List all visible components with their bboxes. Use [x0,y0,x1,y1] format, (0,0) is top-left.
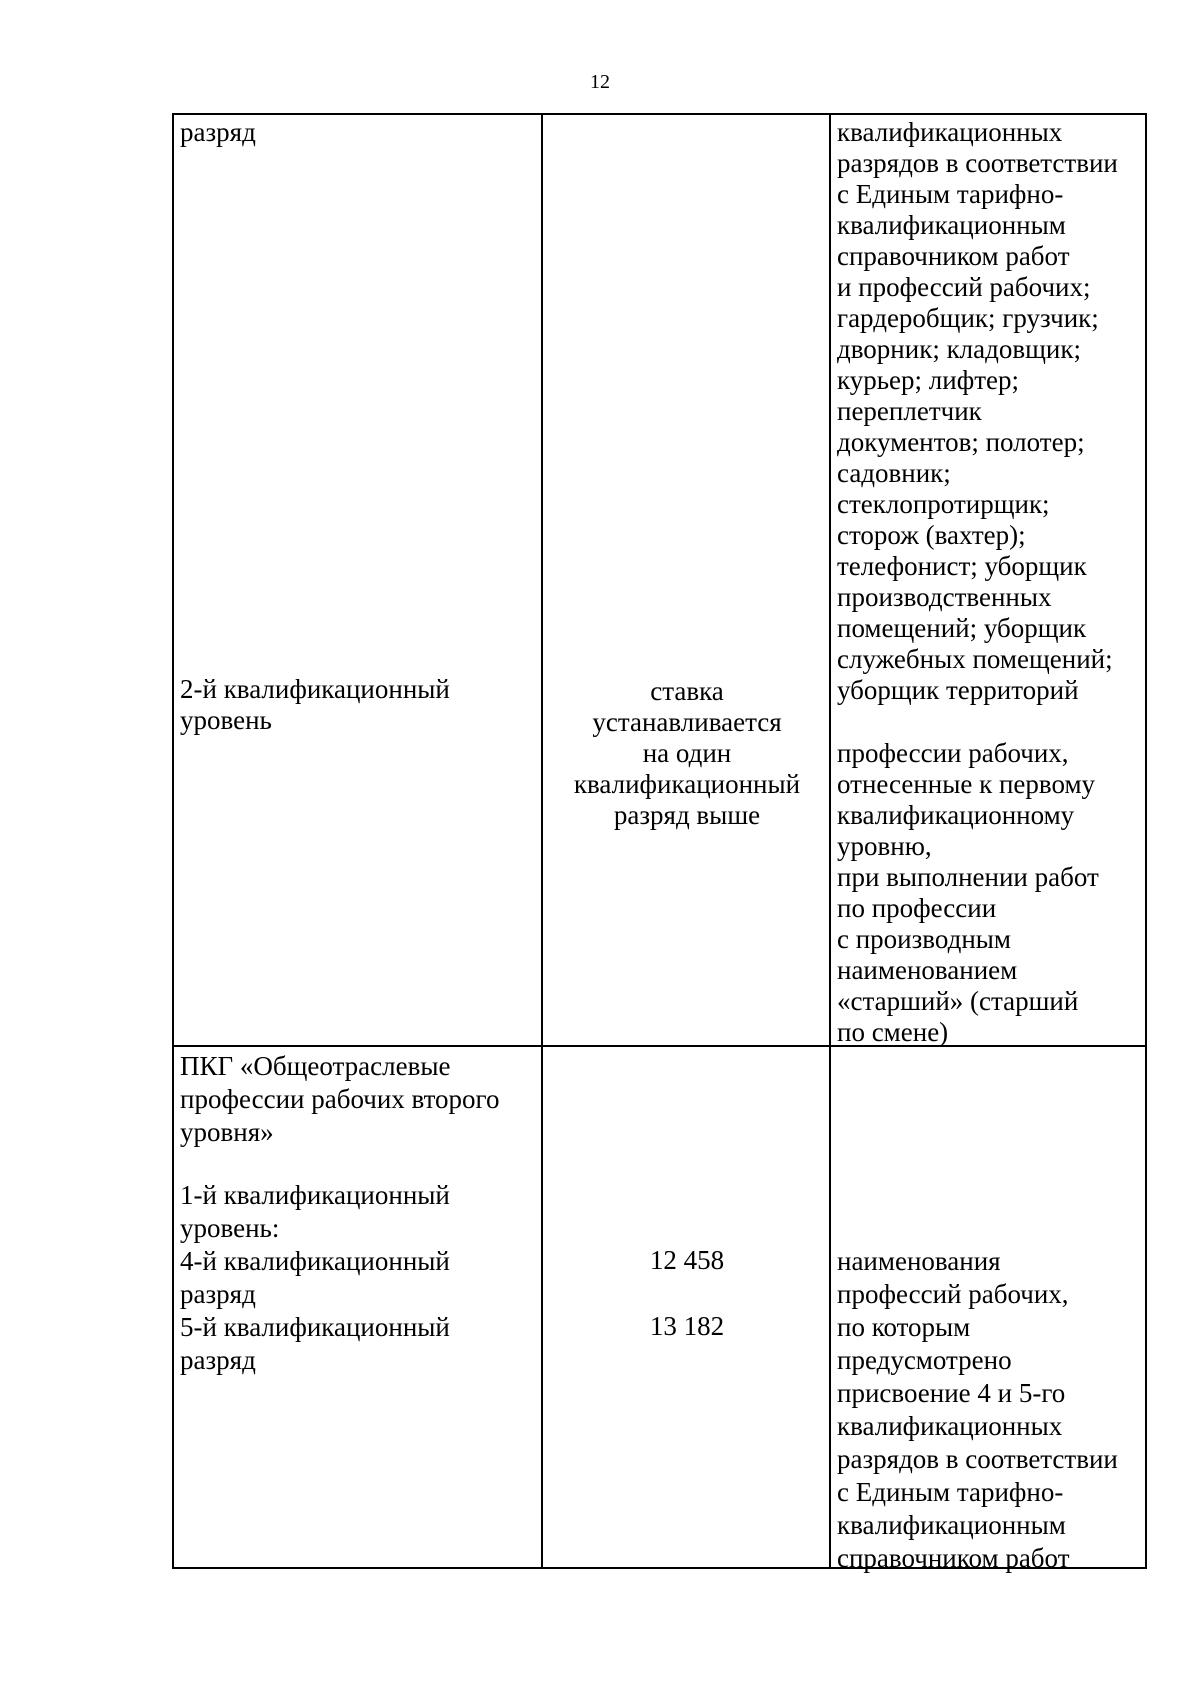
table-cell-salary [542,114,830,1046]
professions-list: квалификационных разрядов в соответствии с Единым тарифно- квалификационным справочником работ и профессий рабочих; гардеробщик; грузчик; дворник; кладовщик; курьер; лифтер; переплетчик документов; полотер; садовник; стеклопротирщик; сторож (вахтер); телефонист; уборщик производственных помещений; уборщик служебных помещений; уборщик территорий [837,117,1118,705]
professions-description: наименования профессий рабочих, по которым предусмотрено присвоение 4 и 5-го квалификационных разрядов в соответствии с Единым тарифно- квалификационным справочником работ [837,1246,1118,1573]
table-cell-professions [830,114,1146,1046]
qualification-level-1-label: 1-й квалификационный уровень: 4-й квалификационный разряд 5-й квалификационный разряд [180,1180,450,1375]
table-cell-professions [830,1046,1146,1573]
discharge-label: разряд [180,117,256,147]
qualification-table [172,113,1147,1573]
salary-rule-text: ставка устанавливается на один квалификационный разряд выше [573,676,801,830]
table-cell-level [173,1046,542,1568]
salary-grade-4: 12 458 [649,1245,725,1275]
qualification-level-2-label: 2-й квалификационный уровень [180,674,450,735]
table-cell-level [173,114,542,1046]
senior-professions-text: профессии рабочих, отнесенные к первому квалификационному уровню, при выполнении работ по профессии с производным наименованием «старший» (старший по смене) [837,738,1099,1047]
table-row [173,114,1146,1046]
table-cell-salary [542,1046,830,1568]
page-number: 12 [590,71,610,93]
table-row [173,1046,1146,1568]
salary-grade-5: 13 182 [649,1311,725,1341]
pkg-group-title: ПКГ «Общеотраслевые профессии рабочих второго уровня» [180,1051,500,1147]
